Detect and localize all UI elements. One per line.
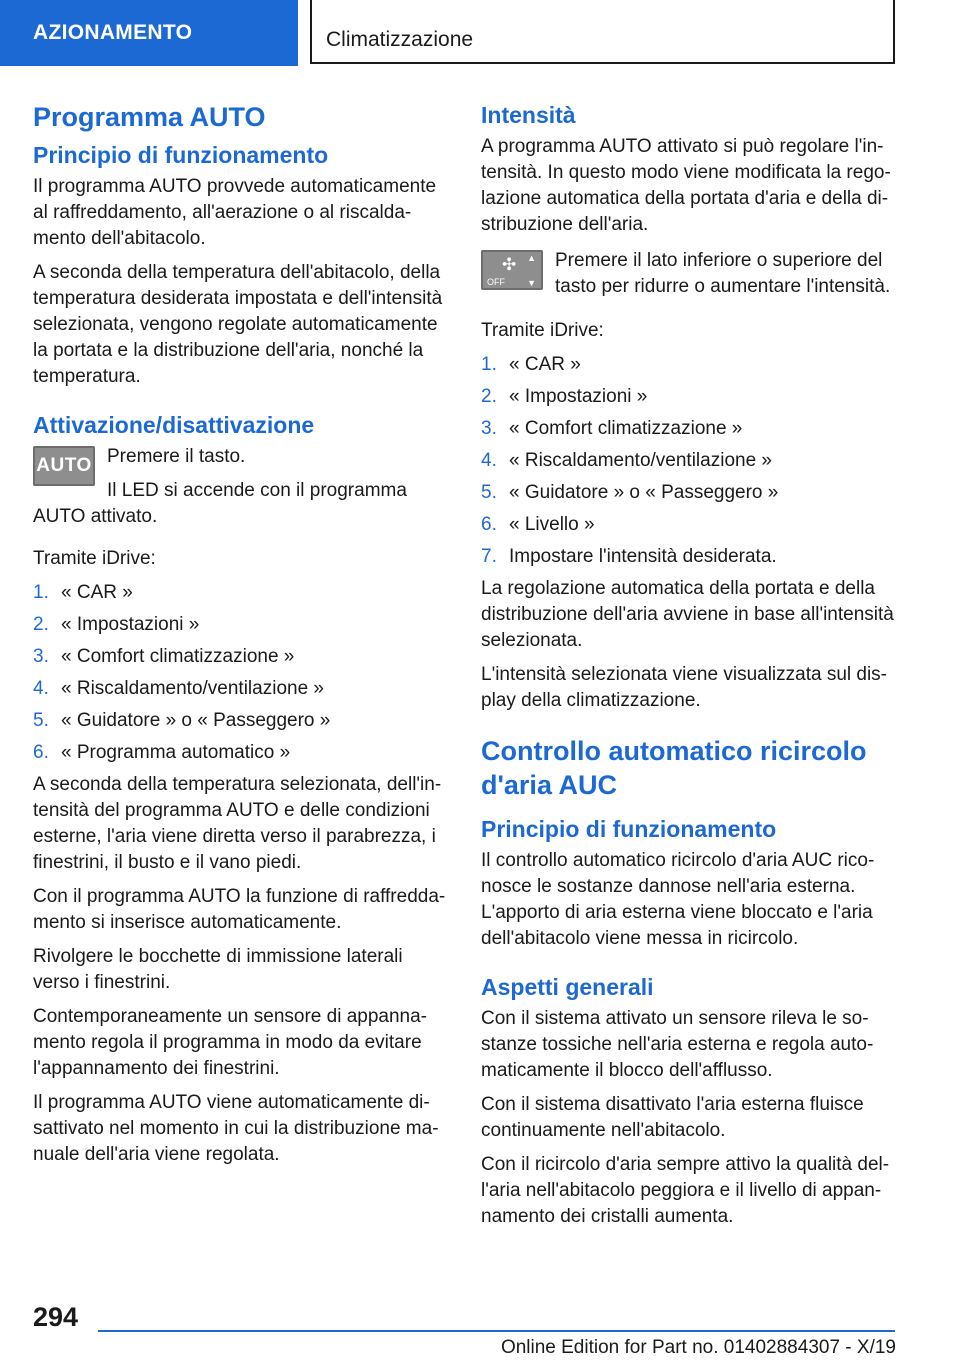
- paragraph: Con il sistema attivato un sensore rileva le so-stanze tossiche nell'aria esterna e regola auto-maticamente il blocco dell'afflusso.: [481, 1008, 874, 1081]
- chevron-down-icon: ▼: [527, 278, 536, 288]
- fan-button-row: [481, 248, 897, 308]
- list-item: 1. « CAR »: [33, 582, 133, 603]
- list-item: 6. « Programma automatico »: [33, 742, 291, 763]
- edition-note: Online Edition for Part no. 01402884307 - X/19: [500, 1337, 896, 1358]
- paragraph: Premere il tasto.: [107, 446, 246, 467]
- section-tab: AZIONAMENTO: [0, 0, 298, 66]
- right-column: [481, 100, 897, 1238]
- paragraph: A seconda della temperatura selezionata, dell'in-tensità del programma AUTO e delle condizioni esterne, l'aria viene diretta verso il parabrezza, i finestrini, il busto e il vano piedi.: [33, 774, 442, 873]
- chevron-up-icon: ▲: [527, 253, 536, 263]
- list-item: 2. « Impostazioni »: [33, 614, 200, 635]
- paragraph: Il LED si accende con il programma AUTO attivato.: [33, 480, 407, 527]
- paragraph: Il programma AUTO provvede automaticamente al raffreddamento, all'aerazione o al riscalda-mento dell'abitacolo.: [33, 176, 437, 249]
- paragraph: A seconda della temperatura dell'abitacolo, della temperatura desiderata impostata e dell'intensità selezionata, vengono regolate automaticamente la portata e la distribuzione dell'aria, nonché la temperatura.: [33, 262, 443, 387]
- heading-principio-auc: Principio di funzionamento: [481, 816, 777, 842]
- chapter-title: Climatizzazione: [310, 0, 895, 64]
- fan-intensity-button-icon: [481, 250, 543, 290]
- list-item: 7. Impostare l'intensità desiderata.: [481, 546, 777, 567]
- paragraph: Il controllo automatico ricircolo d'aria AUC rico-nosce le sostanze dannose nell'aria esterna. L'apporto di aria esterna viene bloccato e l'aria dell'abitacolo viene messa in ricircolo.: [481, 850, 875, 949]
- paragraph: A programma AUTO attivato si può regolare l'in-tensità. In questo modo viene modificata la rego-lazione automatica della portata d'aria e della di-stribuzione dell'aria.: [481, 136, 891, 235]
- auto-button-row: [33, 444, 449, 538]
- paragraph: L'intensità selezionata viene visualizzata sul dis-play della climatizzazione.: [481, 664, 888, 711]
- idrive-steps-list: [33, 580, 449, 766]
- list-item: 3. « Comfort climatizzazione »: [481, 418, 743, 439]
- fan-icon: ✣: [502, 255, 517, 274]
- list-item: 5. « Guidatore » o « Passeggero »: [33, 710, 331, 731]
- heading-intensita: Intensità: [481, 102, 576, 128]
- paragraph: Tramite iDrive:: [33, 548, 156, 569]
- heading-auc: Controllo automatico ricircolo d'aria AUC: [481, 736, 867, 800]
- paragraph: Contemporaneamente un sensore di appanna-mento regola il programma in modo da evitare l'appannamento dei finestrini.: [33, 1006, 427, 1079]
- list-item: 6. « Livello »: [481, 514, 595, 535]
- page-header: [0, 0, 960, 66]
- list-item: 2. « Impostazioni »: [481, 386, 648, 407]
- paragraph: Tramite iDrive:: [481, 320, 604, 341]
- list-item: 1. « CAR »: [481, 354, 581, 375]
- off-label: OFF: [487, 277, 505, 287]
- paragraph: Con il ricircolo d'aria sempre attivo la qualità del-l'aria nell'abitacolo peggiora e il livello di appan-namento dei cristalli aumenta.: [481, 1154, 890, 1227]
- auto-button-icon: AUTO: [33, 446, 95, 486]
- paragraph: Il programma AUTO viene automaticamente di-sattivato nel momento in cui la distribuzione ma-nuale dell'aria viene regolata.: [33, 1092, 439, 1165]
- list-item: 5. « Guidatore » o « Passeggero »: [481, 482, 779, 503]
- list-item: 4. « Riscaldamento/ventilazione »: [33, 678, 324, 699]
- paragraph: Premere il lato inferiore o superiore del tasto per ridurre o aumentare l'intensità.: [555, 250, 891, 297]
- left-column: [33, 100, 449, 1176]
- paragraph: Rivolgere le bocchette di immissione laterali verso i finestrini.: [33, 946, 403, 993]
- heading-aspetti-generali: Aspetti generali: [481, 974, 654, 1000]
- idrive-steps-list: [481, 352, 897, 570]
- list-item: 3. « Comfort climatizzazione »: [33, 646, 295, 667]
- paragraph: La regolazione automatica della portata e della distribuzione dell'aria avviene in base all'intensità selezionata.: [481, 578, 894, 651]
- paragraph: Con il programma AUTO la funzione di raffredda-mento si inserisce automaticamente.: [33, 886, 446, 933]
- footer-divider: [98, 1330, 895, 1332]
- paragraph: Con il sistema disattivato l'aria esterna fluisce continuamente nell'abitacolo.: [481, 1094, 864, 1141]
- heading-programma-auto: Programma AUTO: [33, 102, 266, 132]
- page-number: 294: [33, 1302, 79, 1332]
- heading-principio: Principio di funzionamento: [33, 142, 329, 168]
- heading-attivazione: Attivazione/disattivazione: [33, 412, 315, 438]
- list-item: 4. « Riscaldamento/ventilazione »: [481, 450, 772, 471]
